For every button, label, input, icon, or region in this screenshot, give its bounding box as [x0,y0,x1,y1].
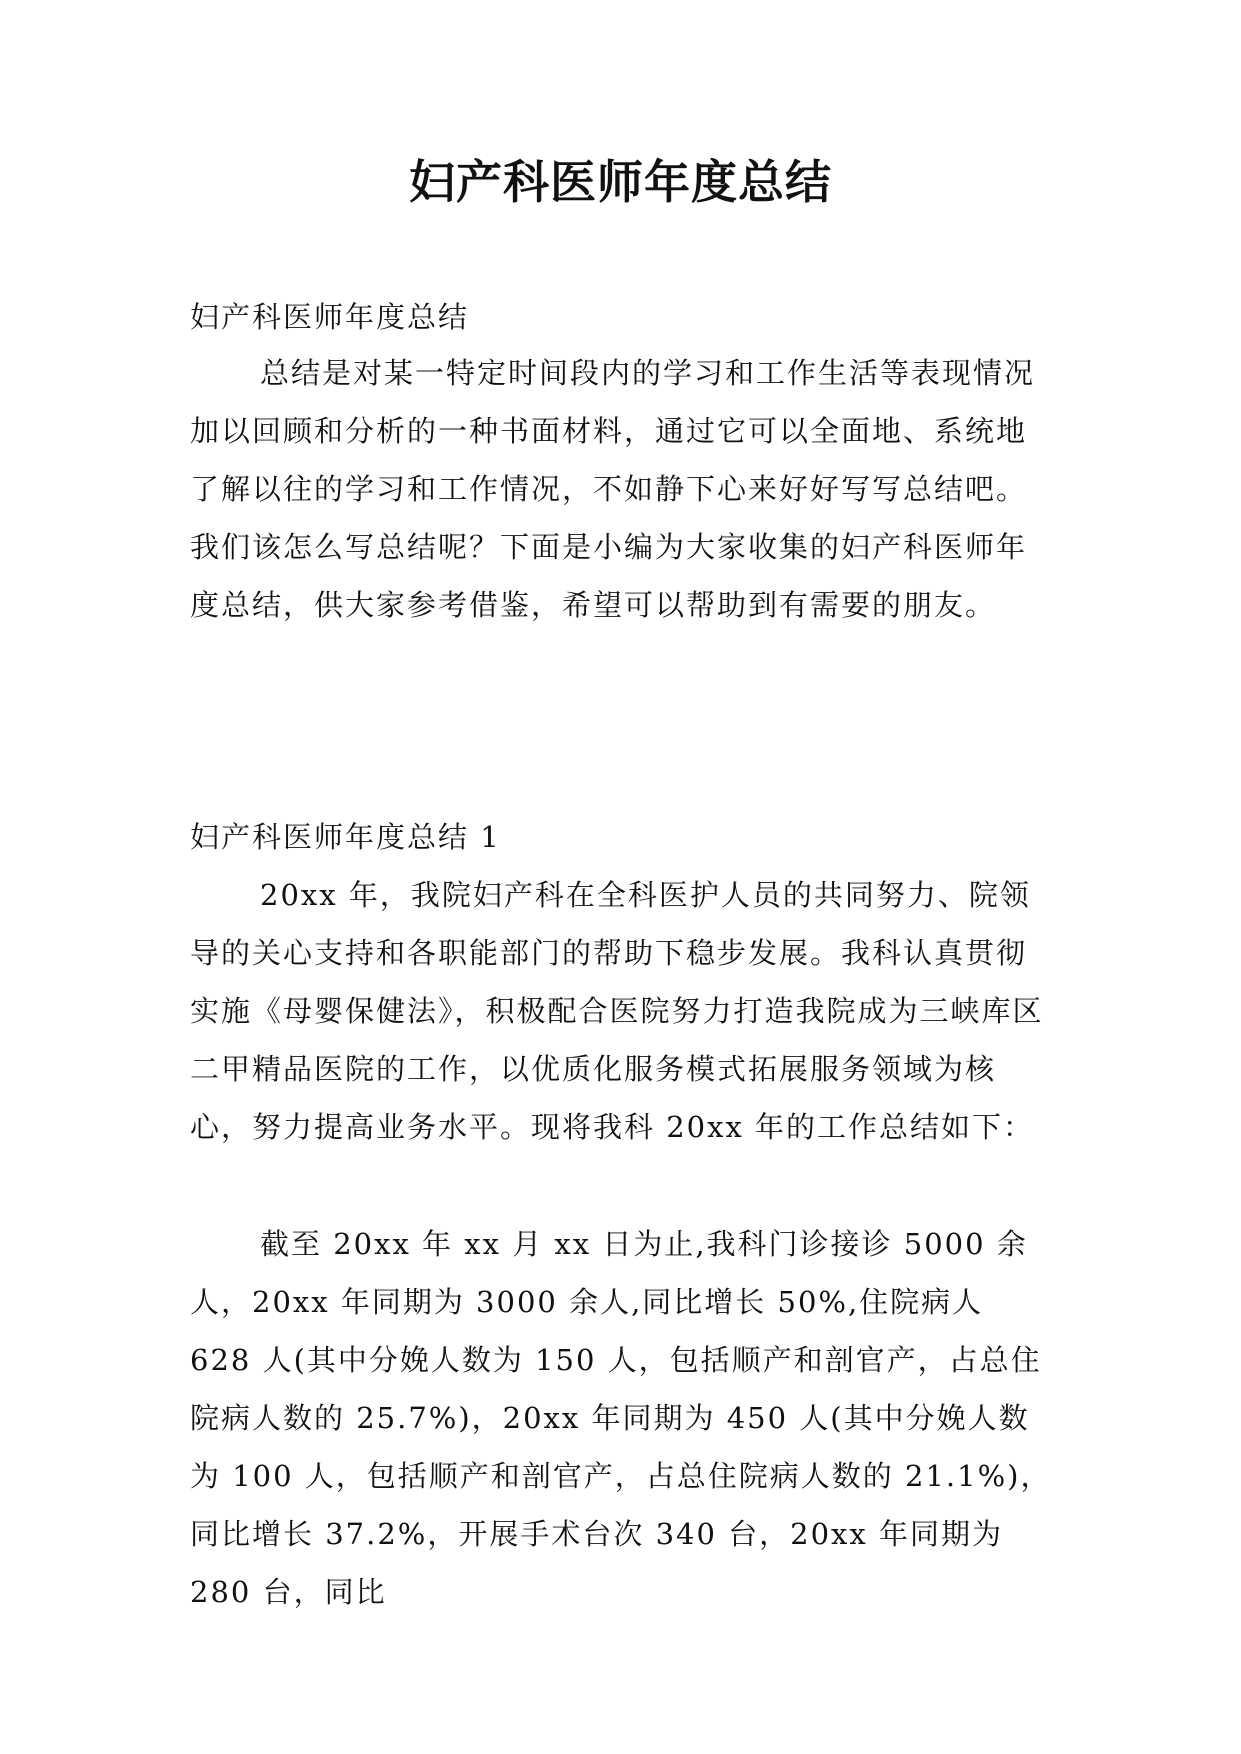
intro-paragraph: 总结是对某一特定时间段内的学习和工作生活等表现情况加以回顾和分析的一种书面材料，通过它可以全面地、系统地了解以往的学习和工作情况，不如静下心来好好写写总结吧。我们该怎么写总结呢？下面是小编为大家收集的妇产科医师年度总结，供大家参考借鉴，希望可以帮助到有需要的朋友。 [190,356,1036,622]
document-heading: 妇产科医师年度总结 [190,300,470,334]
section1-paragraph-2: 截至 20xx 年 xx 月 xx 日为止,我科门诊接诊 5000 余人，20xx 年同期为 3000 余人,同比增长 50%,住院病人 628 人(其中分娩人数为 150 人，包括顺产和剖官产，占总住院病人数的 25.7%)，20xx 年同期为 450 人(其中分娩人数为 100 人，包括顺产和剖官产，占总住院病人数的 21.1%)，同比增长 37.2%，开展手术台次 340 台，20xx 年同期为 280 台，同比 [190,1227,1052,1609]
document-title: 妇产科医师年度总结 [409,155,832,209]
section1-paragraph-1: 20xx 年，我院妇产科在全科医护人员的共同努力、院领导的关心支持和各职能部门的帮助下稳步发展。我科认真贯彻实施《母婴保健法》，积极配合医院努力打造我院成为三峡库区二甲精品医院的工作，以优质化服务模式拓展服务领域为核心，努力提高业务水平。现将我科 20xx 年的工作总结如下： [190,878,1044,1144]
section-heading-1: 妇产科医师年度总结 1 [190,820,501,854]
